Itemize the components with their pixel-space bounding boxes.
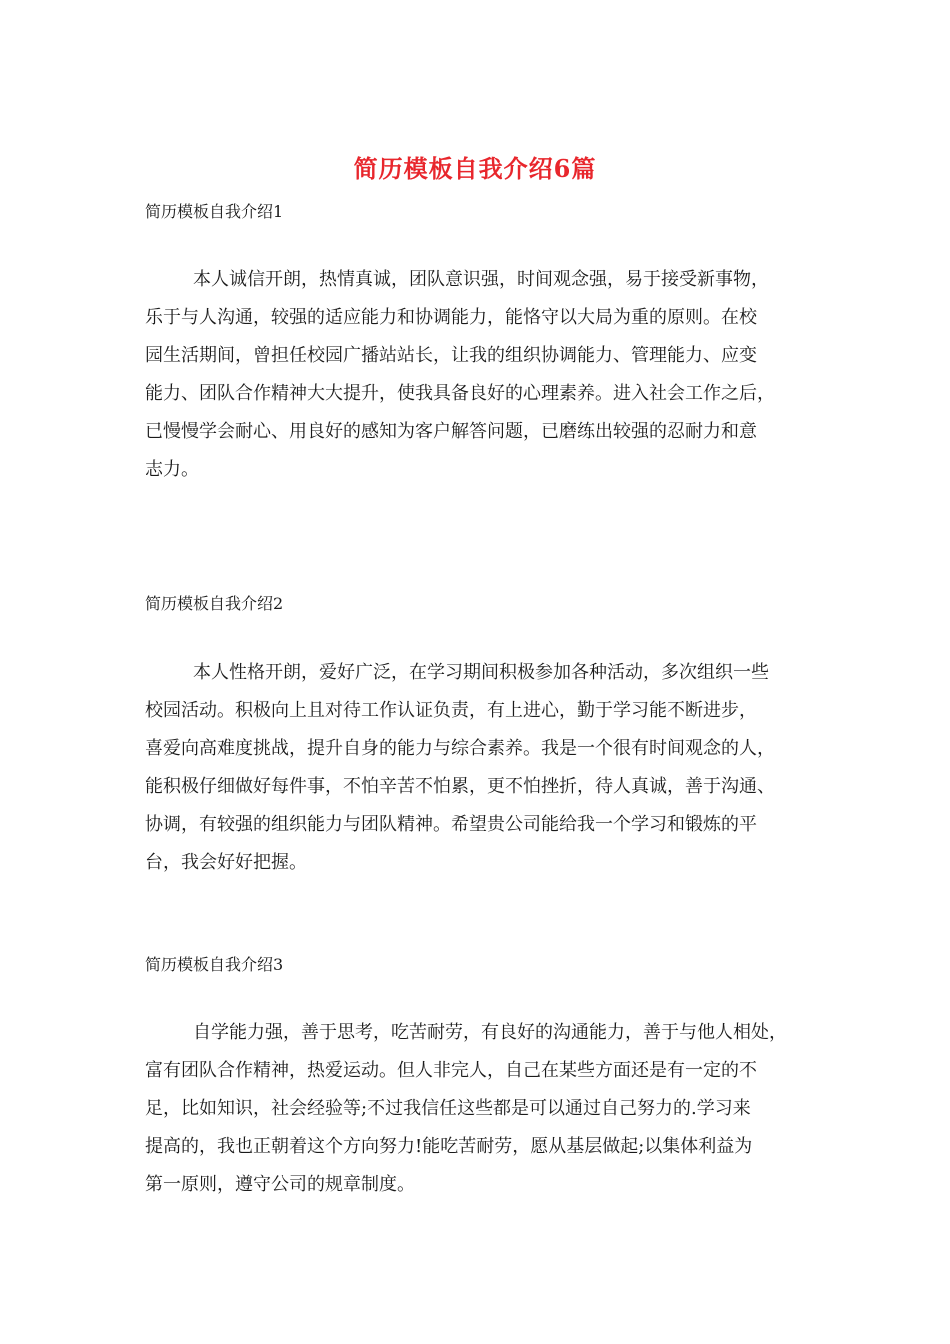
body-line: 校园活动。积极向上且对待工作认证负责，有上进心，勤于学习能不断进步，: [145, 700, 757, 721]
body-line: 能力、团队合作精神大大提升，使我具备良好的心理素养。进入社会工作之后，: [145, 383, 775, 404]
body-line: 志力。: [145, 459, 199, 480]
body-line: 富有团队合作精神，热爱运动。但人非完人，自己在某些方面还是有一定的不: [145, 1060, 757, 1081]
section-heading-3: 简历模板自我介绍3: [145, 955, 284, 974]
body-line: 协调，有较强的组织能力与团队精神。希望贵公司能给我一个学习和锻炼的平: [145, 814, 757, 835]
body-line: 本人性格开朗，爱好广泛，在学习期间积极参加各种活动，多次组织一些: [193, 662, 769, 683]
body-line: 足，比如知识，社会经验等;不过我信任这些都是可以通过自己努力的.学习来: [145, 1098, 751, 1119]
document-title: 简历模板自我介绍6篇: [353, 154, 597, 183]
body-line: 能积极仔细做好每件事，不怕辛苦不怕累，更不怕挫折，待人真诚，善于沟通、: [145, 776, 775, 797]
body-line: 提高的，我也正朝着这个方向努力!能吃苦耐劳，愿从基层做起;以集体利益为: [145, 1136, 753, 1157]
body-line: 本人诚信开朗，热情真诚，团队意识强，时间观念强，易于接受新事物，: [193, 269, 769, 290]
body-line: 乐于与人沟通，较强的适应能力和协调能力，能恪守以大局为重的原则。在校: [145, 307, 757, 328]
section-body-2: [145, 654, 845, 882]
body-line: 园生活期间，曾担任校园广播站站长，让我的组织协调能力、管理能力、应变: [145, 345, 757, 366]
body-line: 已慢慢学会耐心、用良好的感知为客户解答问题，已磨练出较强的忍耐力和意: [145, 421, 757, 442]
body-line: 喜爱向高难度挑战，提升自身的能力与综合素养。我是一个很有时间观念的人，: [145, 738, 775, 759]
body-line: 自学能力强，善于思考，吃苦耐劳，有良好的沟通能力，善于与他人相处，: [193, 1022, 787, 1043]
section-body-3: [145, 1014, 845, 1204]
section-heading-1: 简历模板自我介绍1: [145, 202, 284, 221]
body-line: 第一原则，遵守公司的规章制度。: [145, 1174, 415, 1195]
section-heading-2: 简历模板自我介绍2: [145, 594, 284, 613]
section-body-1: [145, 261, 845, 489]
body-line: 台，我会好好把握。: [145, 852, 307, 873]
